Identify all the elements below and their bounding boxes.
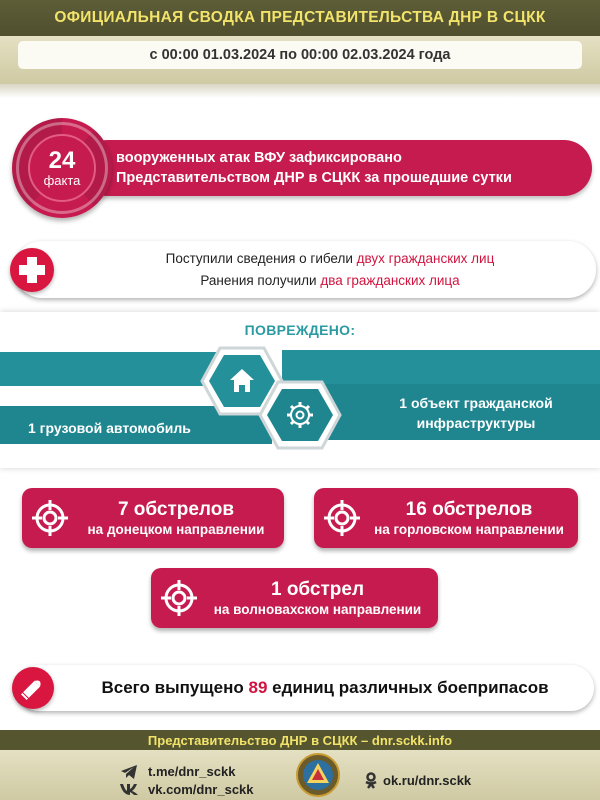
shelling-count: 1 обстрел (270, 578, 365, 600)
damaged-right-line-2: инфраструктуры (416, 415, 536, 431)
wounded-line (200, 270, 459, 292)
shelling-count: 7 обстрелов (117, 498, 235, 520)
telegram-icon[interactable] (120, 764, 138, 780)
odnoklassniki-icon[interactable] (364, 772, 378, 790)
header-date-band (0, 36, 600, 84)
casualties-box (14, 241, 596, 298)
total-number: 89 (248, 678, 268, 697)
date-range: с 00:00 01.03.2024 по 00:00 02.03.2024 года (149, 47, 451, 63)
shelling-count: 16 обстрелов (405, 498, 533, 520)
shelling-direction: на волновахском направлении (213, 601, 422, 617)
shelling-gorlovka (314, 488, 578, 548)
facts-counter-inner (28, 134, 96, 202)
header-shadow (0, 84, 600, 98)
damaged-left-item: 1 грузовой автомобиль (28, 420, 191, 436)
header-title-bar (0, 0, 600, 36)
facts-number: 24 (48, 146, 76, 174)
wounded-value: два гражданских лица (320, 272, 460, 288)
emblem-icon (296, 753, 340, 797)
facts-line-1: вооруженных атак ВФУ зафиксировано (116, 150, 402, 166)
medical-cross-icon (10, 248, 54, 292)
total-line (101, 678, 548, 698)
deaths-prefix: Поступили сведения о гибели (165, 250, 357, 266)
vk-icon[interactable] (119, 782, 139, 796)
facts-unit: факта (43, 172, 81, 188)
facts-line-2: Представительством ДНР в СЦКК за прошедшие сутки (116, 170, 512, 186)
total-suffix: единиц различных боеприпасов (267, 678, 549, 697)
shelling-volnovakha (151, 568, 438, 628)
target-icon (324, 500, 360, 536)
ok-link[interactable]: ok.ru/dnr.sckk (383, 773, 472, 788)
vk-link[interactable]: vk.com/dnr_sckk (148, 782, 254, 797)
date-box (18, 41, 582, 69)
total-box (16, 665, 594, 711)
damaged-right-line-1: 1 объект гражданской (399, 395, 553, 411)
total-prefix: Всего выпущено (101, 678, 249, 697)
teal-band (0, 352, 232, 386)
deaths-line (166, 248, 495, 270)
target-icon (161, 580, 197, 616)
shelling-donetsk (22, 488, 284, 548)
shelling-direction: на горловском направлении (374, 521, 564, 537)
deaths-value: двух гражданских лиц (356, 250, 495, 266)
gear-icon (258, 380, 342, 450)
page-title: ОФИЦИАЛЬНАЯ СВОДКА ПРЕДСТАВИТЕЛЬСТВА ДНР В СЦКК (54, 9, 546, 26)
damaged-right-item (366, 393, 586, 433)
wounded-prefix: Ранения получили (200, 272, 321, 288)
target-icon (32, 500, 68, 536)
facts-banner (80, 140, 592, 196)
teal-band (282, 350, 600, 384)
footer-org: Представительство ДНР в СЦКК – dnr.sckk.info (147, 732, 453, 748)
damaged-title: ПОВРЕЖДЕНО: (244, 322, 356, 338)
footer-org-band (0, 730, 600, 750)
bullet-icon (12, 667, 54, 709)
shelling-direction: на донецком направлении (87, 521, 265, 537)
facts-counter-badge (12, 118, 112, 218)
telegram-link[interactable]: t.me/dnr_sckk (148, 764, 236, 779)
